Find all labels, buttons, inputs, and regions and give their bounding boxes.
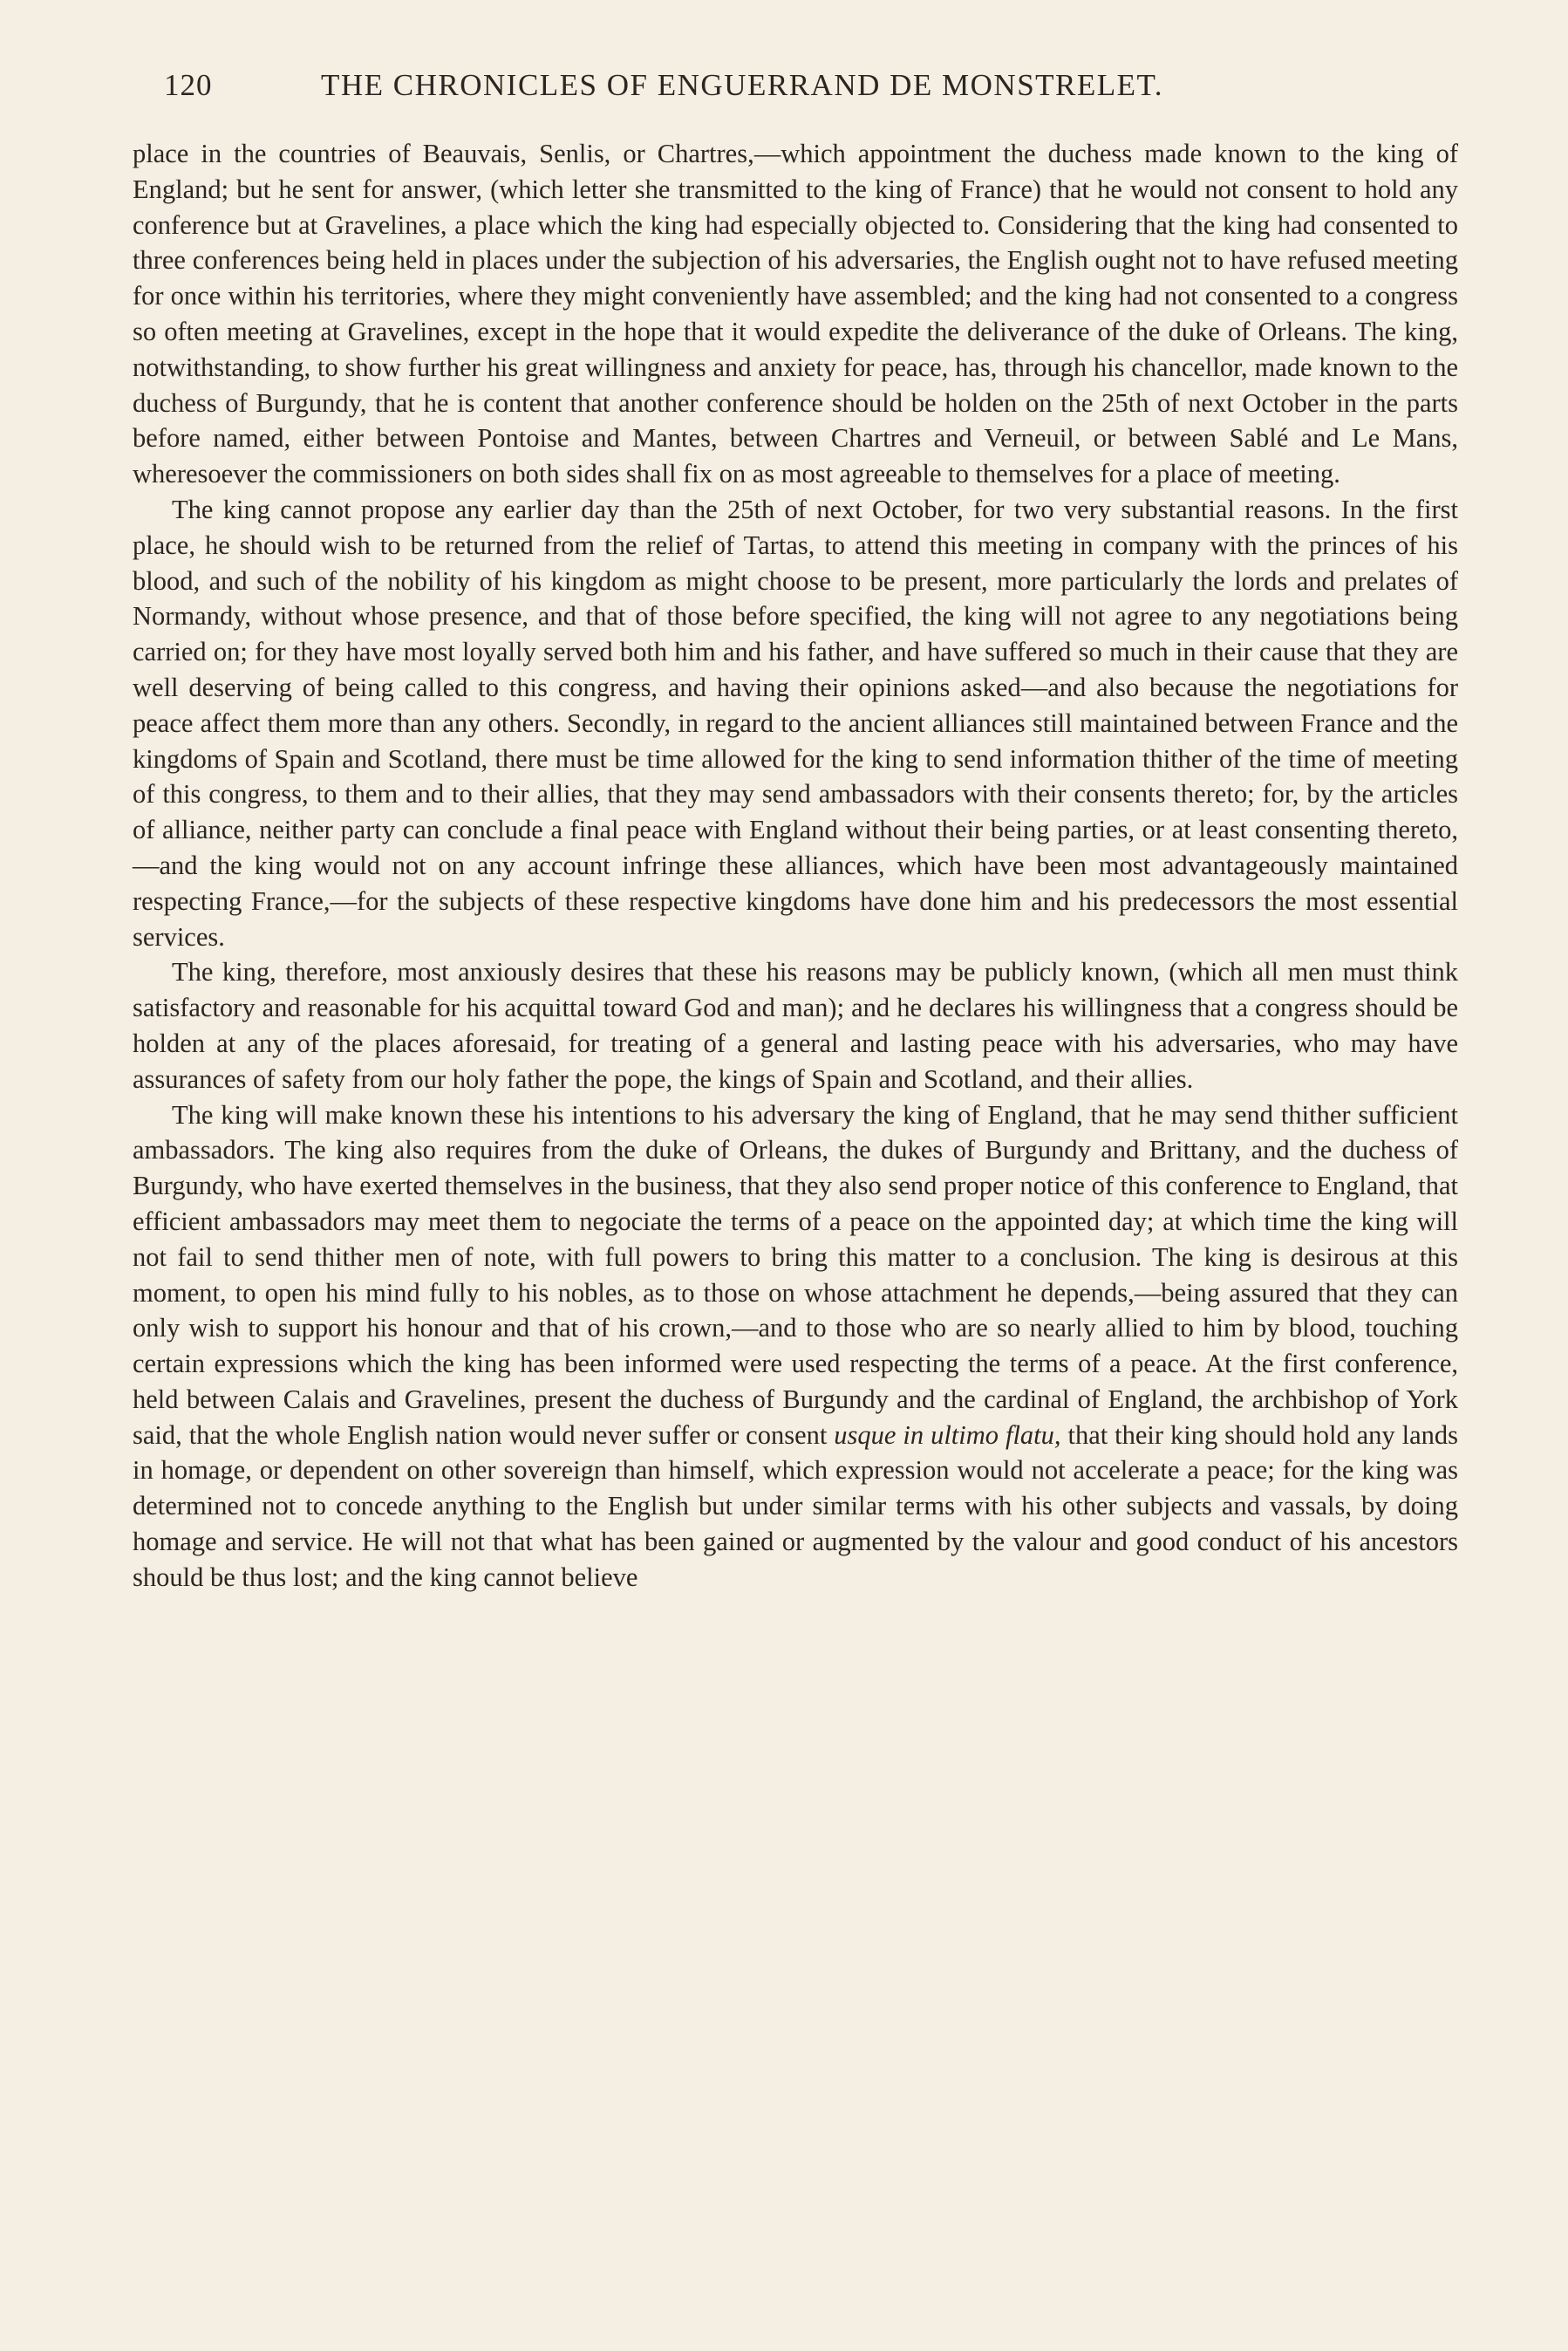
- page-header: [164, 68, 1472, 120]
- paragraph-4-text-a: The king will make known these his intentions to his adversary the king of England, that he may send thither sufficient ambassadors. The king also requires from the duke of Orleans, the dukes of Burgundy and Brittany, and the duchess of Burgundy, who have exerted themselves in the business, that they also send proper notice of this conference to England, that efficient ambassadors may meet them to negociate the terms of a peace on the appointed day; at which time the king will not fail to send thither men of note, with full powers to bring this matter to a conclusion. The king is desirous at this moment, to open his mind fully to his nobles, as to those on whose attachment he depends,—being assured that they can only wish to support his honour and that of his crown,—and to those who are so nearly allied to him by blood, touching certain expressions which the king has been informed were used respecting the terms of a peace. At the first conference, held between Calais and Gravelines, present the duchess of Burgundy and the cardinal of England, the archbishop of York said, that the whole English nation would never suffer or consent: [133, 1099, 1458, 1450]
- running-title: THE CHRONICLES OF ENGUERRAND DE MONSTRELET.: [321, 68, 1164, 102]
- body-text: [133, 136, 1458, 1596]
- latin-phrase: usque in ultimo flatu,: [834, 1419, 1061, 1450]
- paragraph-4-text-b: that their king should hold any lands in homage, or dependent on other sovereign than himself, which expression would not accelerate a peace; for the king was determined not to concede anything to the English but under similar terms with his other subjects and vassals, by doing homage and service. He will not that what has been gained or augmented by the valour and good conduct of his ancestors should be thus lost; and the king cannot believe: [133, 1419, 1459, 1592]
- paragraph-1: place in the countries of Beauvais, Senlis, or Chartres,—which appointment the duchess made known to the king of England; but he sent for answer, (which letter she transmitted to the king of France) that he would not consent to hold any conference but at Gravelines, a place which the king had especially objected to. Considering that the king had consented to three conferences being held in places under the subjection of his adversaries, the English ought not to have refused meeting for once within his territories, where they might conveniently have assembled; and the king had not consented to a congress so often meeting at Gravelines, except in the hope that it would expedite the deliverance of the duke of Orleans. The king, notwithstanding, to show further his great willingness and anxiety for peace, has, through his chancellor, made known to the duchess of Burgundy, that he is content that another conference should be holden on the 25th of next October in the parts before named, either between Pontoise and Mantes, between Chartres and Verneuil, or between Sablé and Le Mans, wheresoever the commissioners on both sides shall fix on as most agreeable to themselves for a place of meeting.: [133, 139, 1458, 489]
- paragraph-3: The king, therefore, most anxiously desires that these his reasons may be publicly known, (which all men must think satisfactory and reasonable for his acquittal toward God and man); and he declares his willingness that a congress should be holden at any of the places aforesaid, for treating of a general and lasting peace with his adversaries, who may have assurances of safety from our holy father the pope, the kings of Spain and Scotland, and their allies.: [133, 957, 1458, 1094]
- paragraph-4: [133, 1097, 1458, 1596]
- page-number: 120: [164, 68, 213, 102]
- paragraph-2: The king cannot propose any earlier day than the 25th of next October, for two very substantial reasons. In the first place, he should wish to be returned from the relief of Tartas, to attend this meeting in company with the princes of his blood, and such of the nobility of his kingdom as might choose to be present, more particularly the lords and prelates of Normandy, without whose presence, and that of those before specified, the king will not agree to any negotiations being carried on; for they have most loyally served both him and his father, and have suffered so much in their cause that they are well deserving of being called to this congress, and having their opinions asked—and also because the negotiations for peace affect them more than any others. Secondly, in regard to the ancient alliances still maintained between France and the kingdoms of Spain and Scotland, there must be time allowed for the king to send information thither of the time of meeting of this congress, to them and to their allies, that they may send ambassadors with their consents thereto; for, by the articles of alliance, neither party can conclude a final peace with England without their being parties, or at least consenting thereto,—and the king would not on any account infringe these alliances, which have been most advantageously maintained respecting France,—for the subjects of these respective kingdoms have done him and his predecessors the most essential services.: [133, 494, 1458, 952]
